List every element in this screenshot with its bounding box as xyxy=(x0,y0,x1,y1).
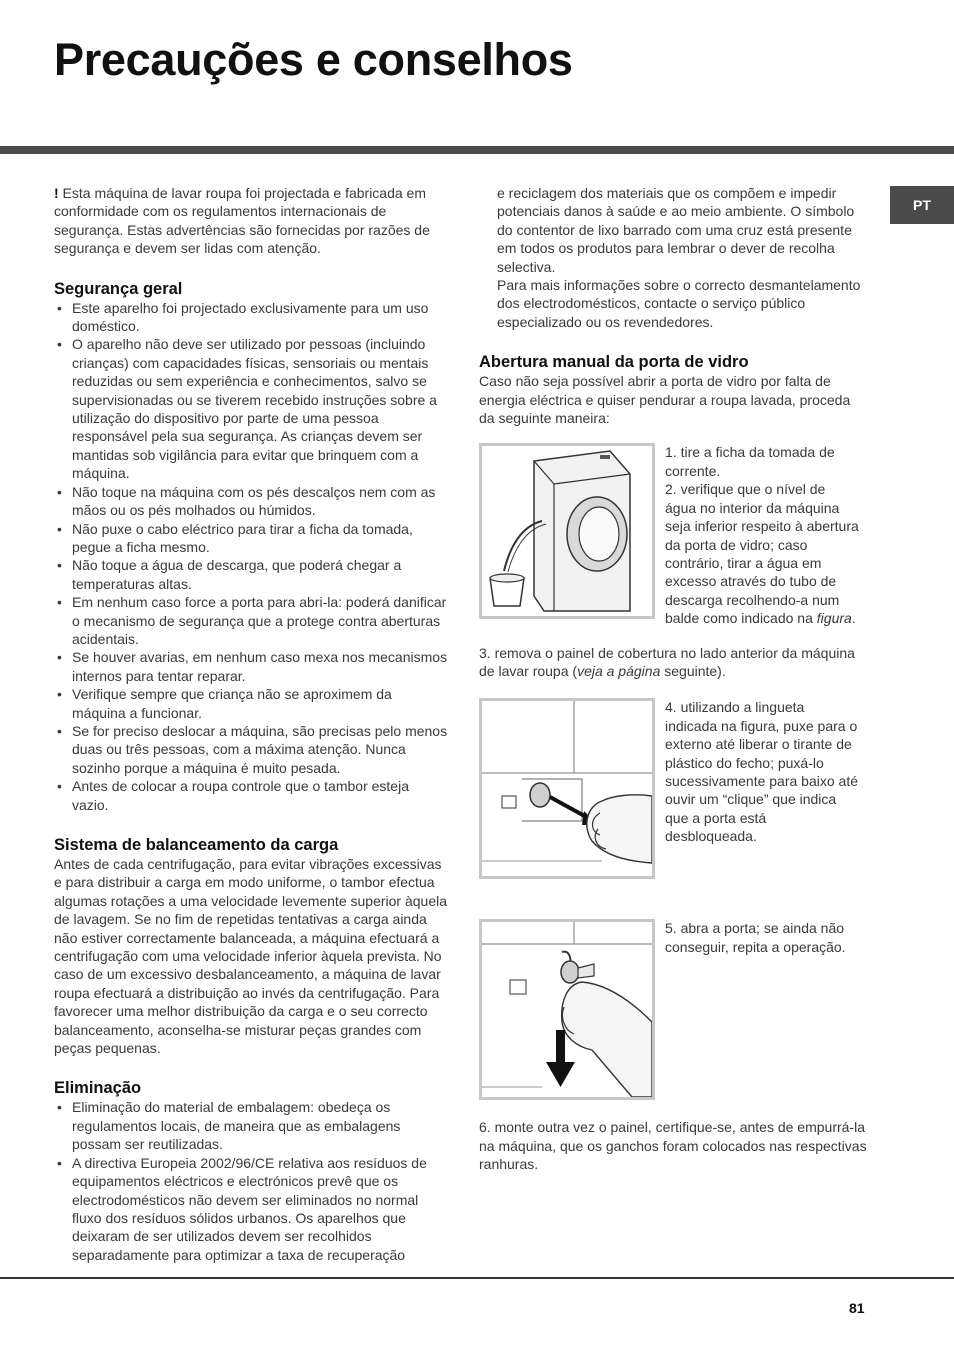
step-figure-row-4 xyxy=(479,698,869,879)
section-heading-balanceamento: Sistema de balanceamento da carga xyxy=(54,836,339,854)
step-3-text xyxy=(479,644,869,681)
language-tab: PT xyxy=(890,186,954,224)
footer-rule xyxy=(0,1277,954,1279)
list-item: • Este aparelho foi projectado exclusivamente para um uso doméstico. xyxy=(54,299,449,336)
washing-machine-illustration xyxy=(482,446,652,616)
step-2-text xyxy=(665,480,860,627)
step-text-1-2 xyxy=(665,443,860,627)
balanceamento-text: Antes de cada centrifugação, para evitar vibrações excessivas e para distribuir a carga em modo uniforme, o tambor efectua algumas rotações a uma velocidade levemente superior àquela de lavagem. Se no fim de repetidas tentativas a carga ainda não estiver correctamente balanceada, a máquina efectuará a centrifugação com uma velocidade inferior àquela prevista. No caso de um excessivo desbalanceamento, a máquina de lavar roupa efectuará a distribuição ao invés da centrifugação. Para favorecer uma melhor distribuição da carga e o seu correcto balanceamento, aconselha-se misturar peças grandes com peças pequenas. xyxy=(54,856,448,1057)
abertura-intro: Caso não seja possível abrir a porta de vidro por falta de energia eléctrica e quiser pendurar a roupa lavada, proceda da seguinte maneira: xyxy=(479,373,851,427)
page-number: 81 xyxy=(849,1300,865,1316)
header-rule xyxy=(0,146,954,154)
step-3-text-em: veja a página xyxy=(577,662,661,679)
intro-text: Esta máquina de lavar roupa foi projectada e fabricada em conformidade com os regulamentos internacionais de segurança. Estas advertências são fornecidas por razões de segurança e devem ser lidas com atenção. xyxy=(54,185,430,257)
latch-pull-down-figure xyxy=(479,919,655,1100)
intro-paragraph xyxy=(54,184,449,258)
section-heading-abertura: Abertura manual da porta de vidro xyxy=(479,353,749,372)
section-heading-seguranca: Segurança geral xyxy=(54,279,183,298)
step-6-text: 6. monte outra vez o painel, certifique-se, antes de empurrá-la na máquina, que os ganchos foram colocados nas respectivas ranhuras. xyxy=(479,1119,867,1173)
eliminacao-continuation-2: Para mais informações sobre o correcto desmantelamento dos electrodomésticos, contacte o serviço público especializado ou os revendedores. xyxy=(497,277,861,330)
step-figure-row-5 xyxy=(479,919,869,1100)
list-item: • Se houver avarias, em nenhum caso mexa nos mecanismos internos para tentar reparar. xyxy=(54,648,449,685)
step-figure-row-1 xyxy=(479,443,869,627)
list-item: • Eliminação do material de embalagem: obedeça os regulamentos locais, de maneira que as embalagens possam ser reutilizadas. xyxy=(54,1098,449,1153)
step-4-text: 4. utilizando a lingueta indicada na figura, puxe para o externo até liberar o tirante de plástico do fecho; puxá-lo sucessivamente para baixo até ouvir um “clique” que indica que a porta está desbloqueada. xyxy=(665,699,858,845)
section-heading-eliminacao: Eliminação xyxy=(54,1079,142,1098)
step-2-text-a: 2. verifique que o nível de água no interior da máquina seja inferior respeito à abertura da porta de vidro; caso contrário, tirar a água em excesso através do tubo de descarga recolhendo-a num balde como indicado na xyxy=(665,481,859,627)
list-item: • Se for preciso deslocar a máquina, são precisas pelo menos duas ou três pessoas, com a máxima atenção. Nunca sozinho porque a máquina é muito pesada. xyxy=(54,722,449,777)
list-item: • Em nenhum caso force a porta para abri-la: poderá danificar o mecanismo de segurança que a protege contra aberturas acidentais. xyxy=(54,593,449,648)
warning-mark: ! xyxy=(54,185,59,201)
step-text-4 xyxy=(665,698,860,845)
step-2-text-em: figura xyxy=(816,610,852,627)
step-1-text: 1. tire a ficha da tomada de corrente. xyxy=(665,444,835,479)
latch-pull-illustration xyxy=(482,701,652,876)
latch-down-illustration xyxy=(482,922,652,1097)
latch-pull-out-figure xyxy=(479,698,655,879)
page-title: Precauções e conselhos xyxy=(54,34,573,85)
eliminacao-list xyxy=(54,1098,449,1264)
list-item: • Não puxe o cabo eléctrico para tirar a ficha da tomada, pegue a ficha mesmo. xyxy=(54,520,449,557)
step-3-text-b: seguinte). xyxy=(660,662,726,679)
eliminacao-continuation: e reciclagem dos materiais que os compõem e impedir potenciais danos à saúde e ao meio ambiente. O símbolo do contentor de lixo barrado com uma cruz está presente em todos os produtos para lembrar o dever de recolha selectiva. xyxy=(497,185,855,275)
list-item: • Não toque a água de descarga, que poderá chegar a temperaturas altas. xyxy=(54,556,449,593)
step-text-5 xyxy=(665,919,860,956)
left-column xyxy=(54,184,449,1264)
list-item: • Não toque na máquina com os pés descalços nem com as mãos ou os pés molhados ou húmidos. xyxy=(54,483,449,520)
list-item: • O aparelho não deve ser utilizado por pessoas (incluindo crianças) com capacidades físicas, sensoriais ou mentais reduzidas ou sem experiência e conhecimentos, salvo se supervisionadas ou se tiverem recebido instruções sobre a utilização do dispositivo por parte de uma pessoa responsável pela sua segurança. As crianças devem ser mantidas sob vigilância para evitar que brinquem com a máquina. xyxy=(54,335,449,482)
step-2-text-b: . xyxy=(851,610,856,627)
list-item: • Verifique sempre que criança não se aproximem da máquina a funcionar. xyxy=(54,685,449,722)
right-column xyxy=(479,184,869,1174)
washing-machine-bucket-figure xyxy=(479,443,655,619)
step-5-text: 5. abra a porta; se ainda não conseguir, repita a operação. xyxy=(665,920,846,955)
list-item: • Antes de colocar a roupa controle que o tambor esteja vazio. xyxy=(54,777,449,814)
seguranca-list xyxy=(54,299,449,814)
list-item: • A directiva Europeia 2002/96/CE relativa aos resíduos de equipamentos eléctricos e electrónicos prevê que os electrodomésticos não devem ser eliminados no normal fluxo dos resíduos sólidos urbanos. Os aparelhos que deixaram de ser utilizados devem ser recolhidos separadamente para optimizar a taxa de recuperação xyxy=(54,1154,449,1264)
step-3-text-a: 3. remova o painel de cobertura no lado anterior da máquina de lavar roupa ( xyxy=(479,644,855,679)
